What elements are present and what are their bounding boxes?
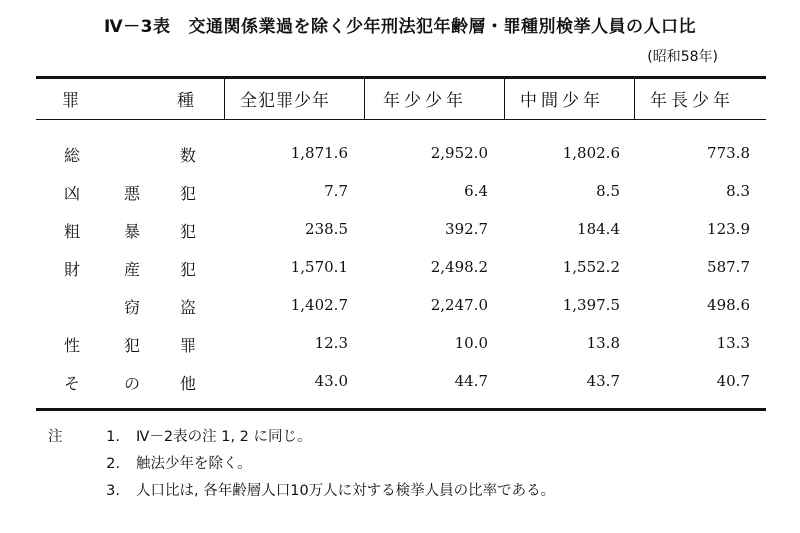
note-number: 1. xyxy=(106,429,120,445)
value-young: 2,498.2 xyxy=(430,258,488,276)
header-divider xyxy=(224,79,225,119)
row-category-char: 犯 xyxy=(179,222,196,241)
note-number: 2. xyxy=(106,456,120,472)
value-young: 2,952.0 xyxy=(430,144,488,162)
row-category-char: 総 xyxy=(63,146,80,165)
row-category-char: 暴 xyxy=(123,222,140,241)
table-title xyxy=(0,12,800,37)
row-category-char: 犯 xyxy=(123,336,140,355)
header-col-all: 全犯罪少年 xyxy=(240,91,330,111)
row-category-char: 数 xyxy=(179,146,196,165)
notes-lead: 注 xyxy=(48,429,63,445)
header-category-left: 罪 xyxy=(62,91,79,111)
note-number: 3. xyxy=(106,483,120,499)
value-all: 238.5 xyxy=(305,220,348,238)
header-rule xyxy=(36,119,766,120)
row-category-char: 窃 xyxy=(123,298,140,317)
header-col-young: 年少少年 xyxy=(383,91,467,111)
value-all: 1,402.7 xyxy=(290,296,348,314)
note-text: Ⅳ－2表の注 1, 2 に同じ。 xyxy=(136,429,312,445)
row-category-char: の xyxy=(123,374,140,393)
value-older: 123.9 xyxy=(707,220,750,238)
row-category-char: 粗 xyxy=(63,222,80,241)
value-older: 13.3 xyxy=(716,334,750,352)
row-category-char: 盗 xyxy=(179,298,196,317)
bottom-rule xyxy=(36,408,766,411)
row-category-char: 財 xyxy=(63,260,80,279)
value-middle: 43.7 xyxy=(586,372,620,390)
row-category-char: 産 xyxy=(123,260,140,279)
value-older: 40.7 xyxy=(716,372,750,390)
value-middle: 1,397.5 xyxy=(562,296,620,314)
row-category-char: 凶 xyxy=(63,184,80,203)
table-title-text: 交通関係業過を除く少年刑法犯年齢層・罪種別検挙人員の人口比 xyxy=(188,17,696,37)
value-all: 43.0 xyxy=(314,372,348,390)
value-all: 12.3 xyxy=(314,334,348,352)
row-category-char: 悪 xyxy=(123,184,140,203)
value-older: 587.7 xyxy=(707,258,750,276)
value-young: 392.7 xyxy=(445,220,488,238)
value-young: 6.4 xyxy=(464,182,488,200)
header-divider xyxy=(634,79,635,119)
value-older: 498.6 xyxy=(707,296,750,314)
row-category-char: 他 xyxy=(179,374,196,393)
note-text: 触法少年を除く。 xyxy=(136,456,252,472)
top-rule xyxy=(36,76,766,79)
value-middle: 13.8 xyxy=(586,334,620,352)
value-middle: 8.5 xyxy=(596,182,620,200)
row-category-char: 犯 xyxy=(179,184,196,203)
note-text: 人口比は, 各年齢層人口10万人に対する検挙人員の比率である。 xyxy=(136,483,556,499)
value-all: 1,871.6 xyxy=(290,144,348,162)
header-divider xyxy=(364,79,365,119)
value-young: 44.7 xyxy=(454,372,488,390)
header-col-older: 年長少年 xyxy=(650,91,734,111)
value-middle: 1,552.2 xyxy=(562,258,620,276)
header-col-middle: 中間少年 xyxy=(520,91,604,111)
table-number: Ⅳ－3表 xyxy=(103,17,171,37)
value-middle: 1,802.6 xyxy=(562,144,620,162)
table-year: (昭和58年) xyxy=(647,49,718,65)
value-middle: 184.4 xyxy=(577,220,620,238)
header-category-right: 種 xyxy=(177,91,194,111)
row-category-char: そ xyxy=(63,374,80,393)
value-all: 1,570.1 xyxy=(290,258,348,276)
row-category-char: 罪 xyxy=(179,336,196,355)
header-divider xyxy=(504,79,505,119)
value-young: 10.0 xyxy=(454,334,488,352)
row-category-char: 犯 xyxy=(179,260,196,279)
value-older: 773.8 xyxy=(707,144,750,162)
value-young: 2,247.0 xyxy=(430,296,488,314)
row-category-char: 性 xyxy=(63,336,80,355)
value-older: 8.3 xyxy=(726,182,750,200)
value-all: 7.7 xyxy=(324,182,348,200)
